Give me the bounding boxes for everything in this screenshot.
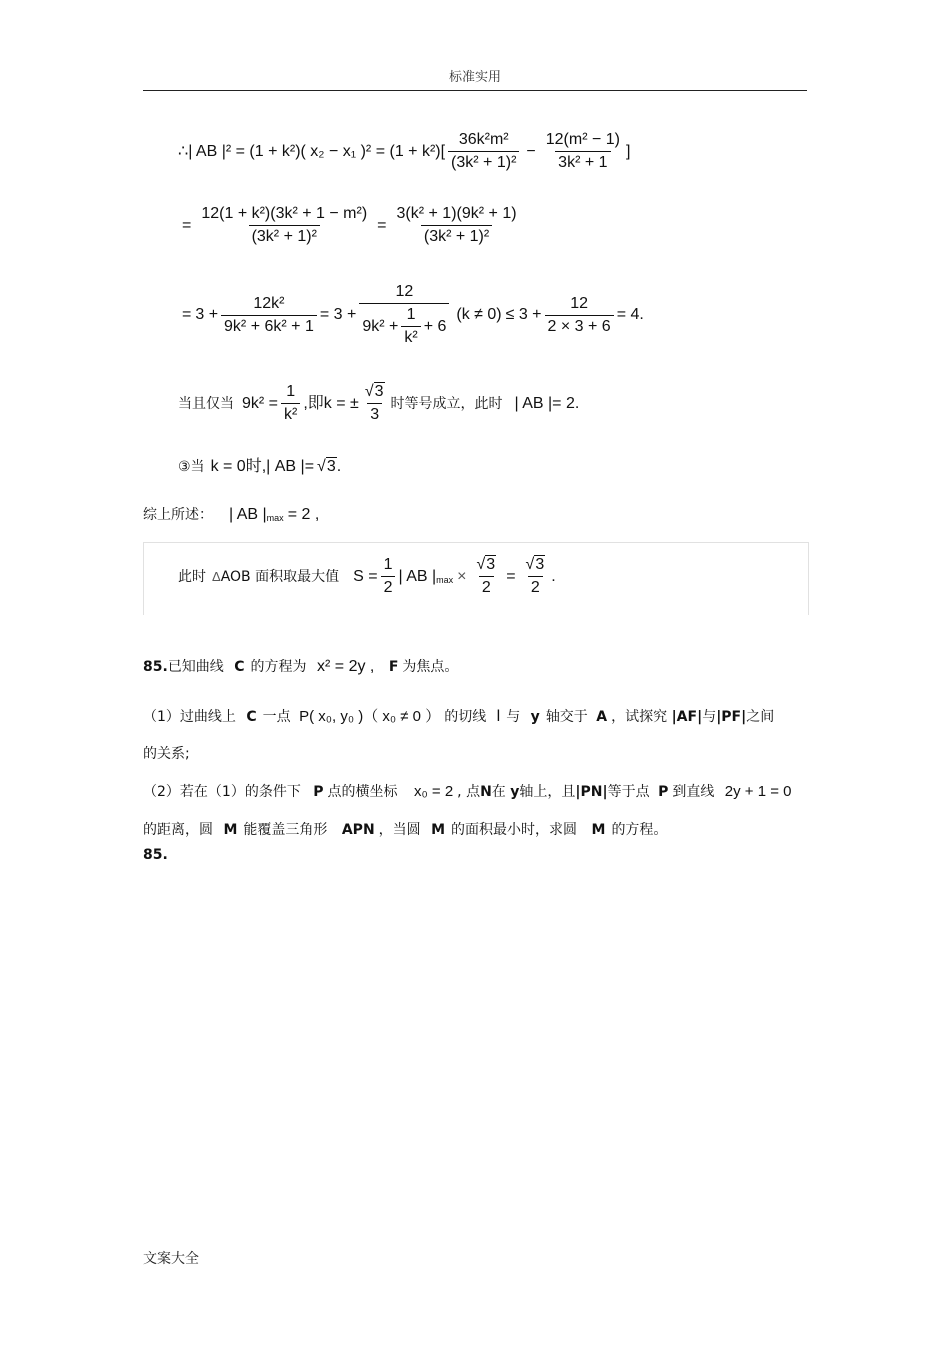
fraction-denominator: 3k² + 1 (555, 151, 610, 171)
fraction-numerator: √3 (364, 383, 384, 400)
part2-text: 到直线 (672, 784, 715, 800)
part1-text: 一点 (262, 709, 291, 725)
circle-m: M (223, 822, 238, 838)
triangle-symbol: Δ (212, 569, 221, 584)
fraction-denominator: 2 (528, 576, 543, 596)
part1-text: 轴交于 (545, 709, 588, 725)
area-label-a: 此时 (178, 568, 206, 585)
curve-c: C (246, 709, 257, 725)
page-header-title: 标准实用 (448, 70, 501, 85)
segment-pf: |PF| (716, 709, 747, 725)
fraction-denominator: 2 × 3 + 6 (545, 315, 614, 335)
fraction-36k2m2 (448, 132, 519, 171)
fraction-12-over-12 (545, 296, 614, 335)
circle-m: M (591, 822, 606, 838)
fraction-expanded (198, 206, 370, 245)
triangle-apn: APN (341, 822, 375, 838)
summary-sub: max (266, 513, 284, 523)
fraction-sqrt3-over-2-result (523, 557, 549, 596)
sqrt-radicand: 3 (486, 556, 496, 573)
case-three-expr: k = 0时,| AB |= (210, 458, 315, 475)
equality-condition-line (178, 384, 579, 423)
fraction-numerator: 12 (395, 283, 414, 300)
part2-text: 轴上，且 (519, 784, 576, 800)
case-three-line (178, 459, 341, 475)
fraction-numerator: 12(m² − 1) (545, 131, 620, 148)
derivation-line-2 (178, 206, 523, 245)
denominator-part: + 6 (423, 317, 447, 335)
sqrt-expression: √3 (317, 458, 336, 475)
area-line (178, 557, 556, 596)
part2-text: 的方程。 (611, 822, 668, 838)
closing-bracket: ] (625, 142, 631, 160)
fraction-12k2 (221, 296, 317, 335)
sqrt-radicand: 3 (535, 556, 545, 573)
problem-85-part-2-cont (143, 819, 667, 839)
part1-text: 与 (506, 709, 521, 725)
derivation-line-3 (178, 284, 644, 346)
x0-value: x₀ = 2 (414, 783, 454, 800)
fraction-numerator: 12k² (253, 294, 285, 312)
problem-85-intro (143, 656, 458, 676)
fraction-denominator: k² (281, 403, 300, 423)
problem-85-part-1-cont: 的关系; (143, 746, 190, 762)
line-equation: 2y + 1 = 0 (724, 783, 792, 800)
fraction-denominator: 9k² + 6k² + 1 (221, 315, 317, 335)
axis-y: y (510, 784, 520, 800)
equality-prefix: 当且仅当 (178, 395, 234, 412)
part2-text: 在 (491, 784, 506, 800)
minus-sign: − (526, 142, 536, 160)
page-footer: 文案大全 (143, 1251, 199, 1267)
result-equals-four: = 4. (616, 306, 644, 323)
times-sign: × (457, 567, 467, 585)
fraction-numerator: 36k²m² (458, 131, 509, 148)
problem-85-part-2 (143, 781, 792, 801)
fraction-numerator: √3 (476, 556, 496, 573)
area-label-b: AOB 面积取最大值 (220, 568, 340, 585)
part1-text: 之间 (746, 709, 775, 725)
fraction-denominator: 2 (479, 576, 494, 596)
curve-equation: x² = 2y , (317, 658, 375, 675)
equality-result: | AB |= 2. (514, 394, 580, 412)
intro-text: 为焦点。 (402, 659, 459, 675)
problem-number: 85. (143, 659, 168, 675)
fraction-denominator (359, 303, 449, 346)
intro-text: 的方程为 (250, 659, 307, 675)
fraction-factored (394, 206, 520, 245)
area-end: . (551, 567, 556, 585)
equality-expr-left: 9k² = (242, 394, 279, 412)
equals-sign: = (506, 567, 516, 585)
point-a: A (596, 709, 608, 725)
condition-k-nonzero: (k ≠ 0) (456, 306, 502, 323)
fraction-sqrt3-over-2 (474, 557, 500, 596)
part2-text: 能覆盖三角形 (243, 822, 328, 838)
answer-label: 85. (143, 847, 168, 863)
part2-text: 的距离，圆 (143, 822, 213, 838)
curve-c: C (234, 659, 245, 675)
leq-three-plus: ≤ 3 + (505, 306, 542, 323)
equals-three-plus: = 3 + (319, 306, 357, 323)
ab-squared-expansion: | AB |² = (1 + k²)( x₂ − x₁ )² = (1 + k²)[ (188, 142, 446, 160)
fraction-denominator: (3k² + 1)² (421, 225, 492, 245)
case-three-label: ③当 (178, 459, 205, 475)
axis-y: y (530, 709, 540, 725)
part2-text: 点的横坐标 (327, 784, 398, 800)
fraction-numerator: 12 (570, 294, 589, 312)
tangent-l: l (496, 708, 501, 725)
part2-text: （2）若在（1）的条件下 (143, 784, 301, 800)
summary-value: = 2 , (287, 505, 320, 523)
case-three-end: . (336, 458, 342, 475)
part2-text: 等于点 (607, 784, 650, 800)
circle-m: M (431, 822, 446, 838)
fraction-denominator: (3k² + 1)² (448, 151, 519, 171)
equality-k-value: ,即k = ± (303, 394, 359, 412)
point-n: N (480, 784, 492, 800)
sqrt-radicand: 3 (326, 458, 336, 475)
area-ab-sub: max (436, 575, 454, 585)
fraction-12-over-nested (359, 284, 449, 346)
intro-text: 已知曲线 (167, 659, 224, 675)
fraction-denominator: 2 (381, 576, 396, 596)
part2-text: 的面积最小时，求圆 (451, 822, 578, 838)
part2-text: , 点 (457, 784, 481, 800)
point-p: P (658, 784, 669, 800)
area-s: S = (353, 567, 378, 585)
part2-text: ，当圆 (378, 822, 421, 838)
header-rule (143, 90, 807, 91)
fraction-denominator: 3 (367, 403, 382, 423)
three-plus: 3 + (195, 306, 219, 323)
focus-f: F (388, 659, 399, 675)
fraction-numerator: 1 (286, 383, 296, 400)
summary-ab: | AB | (229, 505, 267, 523)
area-ab: | AB | (398, 567, 437, 585)
segment-pn: |PN| (575, 784, 608, 800)
part1-text: 与 (702, 709, 717, 725)
fraction-1-over-k2 (281, 384, 300, 423)
fraction-one-half (381, 557, 396, 596)
equality-suffix: 时等号成立，此时 (390, 395, 503, 412)
point-p: P (313, 784, 324, 800)
equals-sign: = (377, 216, 387, 234)
fraction-numerator: 3(k² + 1)(9k² + 1) (396, 205, 517, 222)
equals-sign: = (182, 306, 192, 323)
segment-af: |AF| (671, 709, 703, 725)
fraction-sqrt3-over-3 (362, 384, 388, 423)
fraction-numerator: 1 (383, 556, 393, 573)
summary-label: 综上所述： (143, 506, 213, 523)
summary-line (143, 506, 319, 523)
fraction-numerator: 12(1 + k²)(3k² + 1 − m²) (201, 205, 368, 222)
part1-text: 的切线 (444, 709, 487, 725)
fraction-1-over-k2 (401, 307, 420, 346)
part1-text: （1）过曲线上 (143, 709, 236, 725)
denominator-part: 9k² + (362, 317, 399, 335)
part1-text: ，试探究 (611, 709, 668, 725)
therefore-symbol: ∴ (178, 142, 189, 160)
point-p: P( x₀, y₀ )（ x₀ ≠ 0 ） (299, 708, 441, 725)
fraction-denominator: (3k² + 1)² (249, 225, 320, 245)
problem-85-part-1 (143, 706, 774, 726)
equals-sign: = (182, 216, 192, 234)
sqrt-radicand: 3 (374, 383, 384, 400)
fraction-12m2-1 (543, 132, 623, 171)
fraction-denominator: k² (401, 326, 420, 346)
fraction-numerator: √3 (525, 556, 545, 573)
fraction-numerator: 1 (406, 306, 416, 323)
derivation-line-1 (178, 132, 630, 171)
